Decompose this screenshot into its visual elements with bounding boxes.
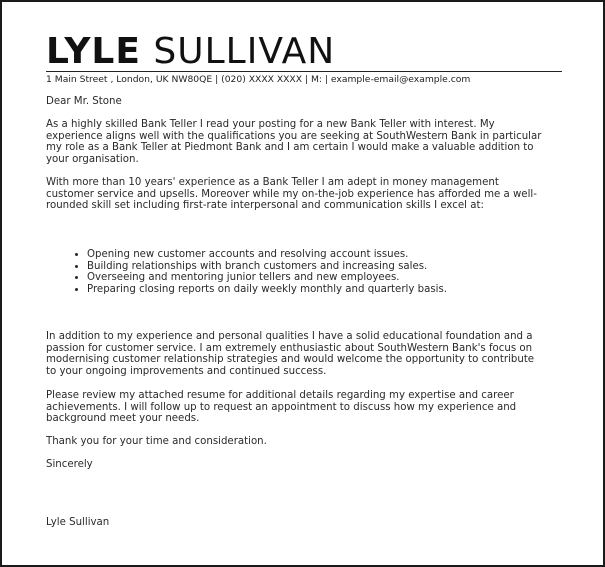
paragraph-line: achievements. I will follow up to request an appointment to discuss how my experience and <box>46 401 517 413</box>
paragraph-line: With more than 10 years' experience as a Bank Teller I am adept in money management <box>46 177 499 188</box>
list-item: • Preparing closing reports on daily weekly monthly and quarterly basis. <box>87 284 587 296</box>
closing: Sincerely <box>46 459 93 470</box>
paragraph-line: In addition to my experience and personal qualities I have a solid educational foundation and a <box>46 331 533 342</box>
skills-list <box>46 249 587 295</box>
paragraph-line: As a highly skilled Bank Teller I read your posting for a new Bank Teller with interest. My <box>46 119 495 130</box>
paragraph-line: experience aligns well with the qualifications you are seeking at SouthWestern Bank in particular <box>46 130 542 142</box>
paragraph-line: modernising customer relationship strategies and would welcome the opportunity to contribute <box>46 354 535 365</box>
paragraph-follow-up <box>46 390 566 425</box>
list-item: • Opening new customer accounts and resolving account issues. <box>87 249 587 261</box>
paragraph-line: Please review my attached resume for additional details regarding my expertise and career <box>46 390 514 401</box>
first-name: LYLE <box>46 31 141 72</box>
last-name: SULLIVAN <box>153 31 336 72</box>
paragraph-experience <box>46 177 566 212</box>
paragraph-line: customer service and upsells. Moreover while my on-the-job experience has afforded me a well- <box>46 188 537 200</box>
signature: Lyle Sullivan <box>46 517 110 528</box>
paragraph-line: my role as a Bank Teller at Piedmont Bank and I am certain I would make a valuable addition to <box>46 142 534 153</box>
list-item: • Building relationships with branch customers and increasing sales. <box>87 261 587 273</box>
paragraph-line: background meet your needs. <box>46 413 200 424</box>
header-divider <box>46 71 562 72</box>
applicant-name <box>46 32 335 72</box>
contact-line: 1 Main Street , London, UK NW80QE | (020) XXXX XXXX | M: | example-email@example.com <box>46 74 471 85</box>
paragraph-line: rounded skill set including first-rate interpersonal and communication skills I excel at: <box>46 200 484 211</box>
paragraph-line: passion for customer service. I am extremely enthusiastic about SouthWestern Bank's focus on <box>46 342 533 354</box>
paragraph-line: to your ongoing improvements and continued success. <box>46 365 327 377</box>
thanks-line: Thank you for your time and consideration. <box>46 436 267 447</box>
paragraph-education <box>46 331 566 377</box>
list-item: • Overseeing and mentoring junior tellers and new employees. <box>87 272 587 284</box>
salutation: Dear Mr. Stone <box>46 96 122 107</box>
paragraph-line: your organisation. <box>46 153 139 165</box>
paragraph-intro <box>46 119 566 165</box>
